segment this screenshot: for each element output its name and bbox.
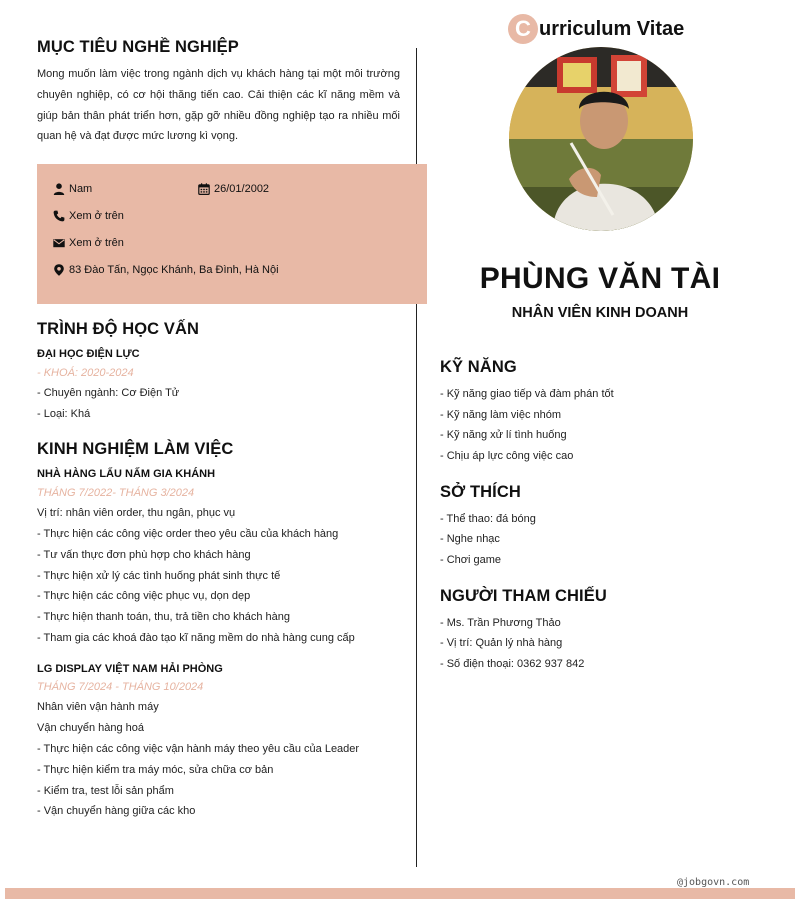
job-company: NHÀ HÀNG LẨU NẤM GIA KHÁNH	[37, 468, 216, 480]
reference-item: - Vị trí: Quản lý nhà hàng	[440, 637, 563, 649]
personal-info-box	[37, 164, 427, 304]
skill-item: - Chịu áp lực công việc cao	[440, 450, 574, 462]
address-row	[53, 264, 279, 276]
job-line: - Kiểm tra, test lỗi sản phẩm	[37, 785, 174, 797]
address-value: 83 Đào Tấn, Ngọc Khánh, Ba Đình, Hà Nội	[69, 264, 279, 276]
job-line: - Thực hiện các công việc order theo yêu cầu của khách hàng	[37, 528, 339, 540]
gender-row	[53, 183, 92, 195]
birthdate-row	[198, 183, 269, 195]
job-line: Vận chuyển hàng hoá	[37, 722, 145, 734]
job-line: - Tư vấn thực đơn phù hợp cho khách hàng	[37, 549, 251, 561]
education-title: TRÌNH ĐỘ HỌC VẤN	[37, 320, 200, 338]
job-company: LG DISPLAY VIỆT NAM HẢI PHÒNG	[37, 663, 223, 675]
email-row	[53, 237, 124, 249]
job-period: THÁNG 7/2022- THÁNG 3/2024	[37, 487, 195, 499]
skills-title: KỸ NĂNG	[440, 358, 517, 376]
cv-initial-badge: C	[508, 14, 538, 44]
phone-icon	[53, 210, 65, 222]
education-line: - Loại: Khá	[37, 408, 91, 420]
phone-row	[53, 210, 124, 222]
job-line: - Vận chuyển hàng giữa các kho	[37, 805, 196, 817]
hobby-item: - Thể thao: đá bóng	[440, 513, 536, 525]
candidate-role: NHÂN VIÊN KINH DOANH	[511, 305, 689, 321]
footer-bar	[5, 888, 795, 899]
objective-title: MỤC TIÊU NGHỀ NGHIỆP	[37, 38, 239, 56]
reference-item: - Ms. Trần Phương Thảo	[440, 617, 561, 629]
education-line: - Chuyên ngành: Cơ Điện Tử	[37, 387, 180, 399]
hobbies-title: SỞ THÍCH	[440, 483, 521, 501]
gender-value: Nam	[69, 183, 93, 195]
job-line: - Thực hiện thanh toán, thu, trả tiền cho khách hàng	[37, 611, 290, 623]
job-line: - Tham gia các khoá đào tạo kĩ năng mềm do nhà hàng cung cấp	[37, 632, 355, 644]
skill-item: - Kỹ năng giao tiếp và đàm phán tốt	[440, 388, 614, 400]
cv-heading-text: urriculum Vitae	[539, 17, 685, 40]
profile-photo	[509, 47, 693, 231]
cv-heading	[508, 14, 684, 44]
birthdate-value: 26/01/2002	[214, 183, 270, 195]
job-line: - Thực hiện các công việc vận hành máy theo yêu cầu của Leader	[37, 743, 360, 755]
profile-photo-illustration	[509, 47, 693, 231]
job-line: - Thực hiện xử lý các tình huống phát sinh thực tế	[37, 570, 281, 582]
person-icon	[53, 183, 65, 195]
email-value: Xem ở trên	[69, 237, 124, 249]
hobby-item: - Chơi game	[440, 554, 502, 566]
job-line: Vị trí: nhân viên order, thu ngân, phục vụ	[37, 507, 236, 519]
candidate-name: PHÙNG VĂN TÀI	[479, 262, 721, 295]
calendar-icon	[198, 183, 210, 195]
watermark: @jobgovn.com	[677, 877, 750, 888]
job-line: - Thực hiện kiểm tra máy móc, sửa chữa cơ bản	[37, 764, 274, 776]
objective-text: Mong muốn làm việc trong ngành dịch vụ khách hàng tại một môi trường chuyên nghiệp, có cơ hội thăng tiến cao. Cải thiện các kĩ năng mềm và giúp bản thân phát triển hơn, gặp gỡ nhiều đồng nghiệp tạo ra nhiều mối quan hệ và đạt được mức lương kì vọng.	[37, 68, 400, 143]
hobby-item: - Nghe nhạc	[440, 533, 500, 545]
mail-icon	[53, 237, 65, 249]
references-title: NGƯỜI THAM CHIẾU	[440, 587, 607, 605]
job-line: - Thực hiện các công việc phục vụ, dọn dẹp	[37, 590, 251, 602]
experience-title: KINH NGHIỆM LÀM VIỆC	[37, 440, 234, 458]
skill-item: - Kỹ năng làm việc nhóm	[440, 409, 562, 421]
education-school: ĐẠI HỌC ĐIỆN LỰC	[37, 348, 140, 360]
reference-item: - Số điện thoại: 0362 937 842	[440, 658, 585, 670]
job-period: THÁNG 7/2024 - THÁNG 10/2024	[37, 681, 204, 693]
location-icon	[53, 264, 65, 276]
job-line: Nhân viên vận hành máy	[37, 701, 159, 713]
education-period: - KHOÁ: 2020-2024	[37, 367, 134, 379]
skill-item: - Kỹ năng xử lí tình huống	[440, 429, 567, 441]
phone-value: Xem ở trên	[69, 210, 124, 222]
